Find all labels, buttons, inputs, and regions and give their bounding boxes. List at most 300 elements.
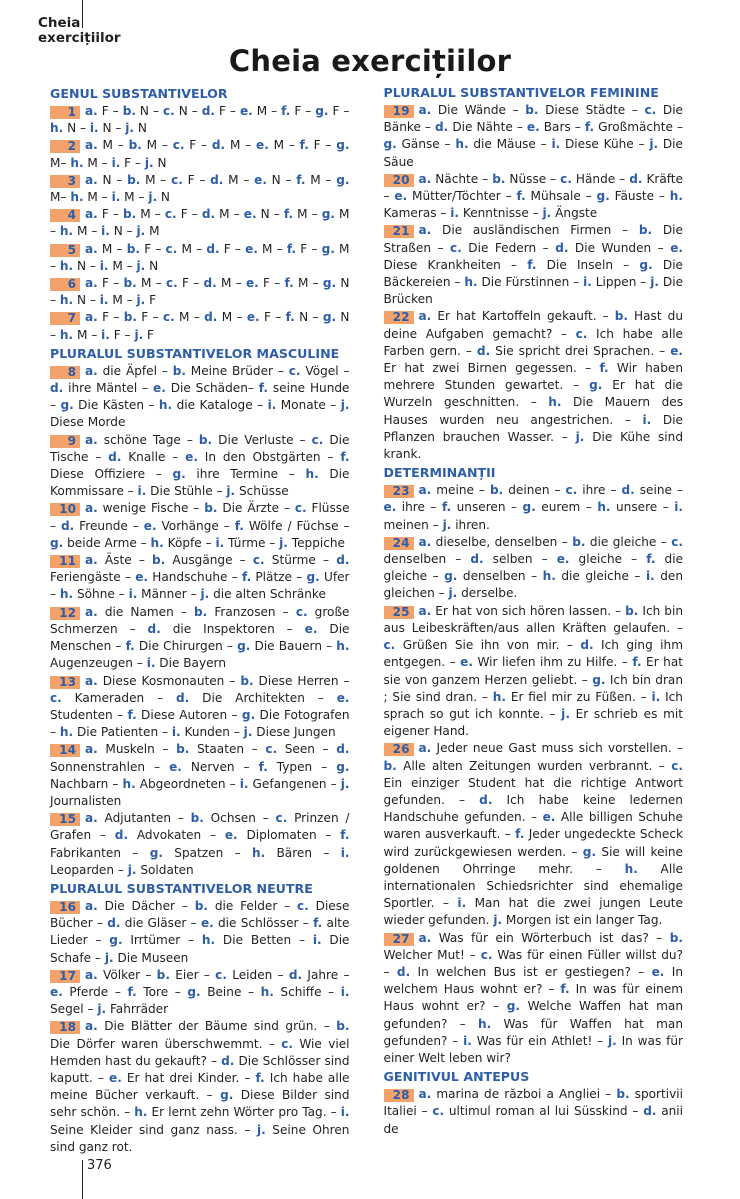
item-letter-label: d.	[50, 381, 64, 396]
item-letter-label: c.	[294, 501, 307, 516]
item-letter-label: f.	[584, 120, 595, 135]
item-letter-label: d.	[108, 449, 122, 464]
item-letter-label: j.	[542, 206, 552, 221]
item-letter-label: c.	[281, 1036, 293, 1051]
item-letter-label: j.	[256, 1122, 266, 1137]
item-letter-label: f.	[313, 916, 323, 931]
item-letter-label: h.	[305, 467, 319, 482]
item-letter-label: g.	[321, 241, 335, 256]
item-letter-label: d.	[176, 690, 190, 705]
item-letter-label: h.	[477, 1016, 492, 1031]
item-letter-label: a.	[85, 742, 98, 757]
item-letter-label: b.	[240, 673, 254, 688]
item-letter-label: i.	[111, 155, 121, 170]
item-letter-label: h.	[260, 984, 274, 999]
exercise-answer-text: a. F – b. N – c. N – d. F – e. M – f. F – g. F – h. N – i. N – j. N	[50, 104, 350, 136]
item-letter-label: a.	[85, 811, 98, 826]
item-letter-label: h.	[59, 224, 74, 239]
item-letter-label: f.	[284, 276, 294, 291]
item-letter-label: f.	[258, 759, 268, 774]
item-letter-label: h.	[624, 861, 638, 876]
item-letter-label: h.	[50, 121, 64, 136]
item-letter-label: d.	[476, 343, 491, 358]
exercise-number-badge: 18	[50, 1021, 80, 1034]
item-letter-label: b.	[176, 742, 190, 757]
item-letter-label: i.	[146, 656, 156, 671]
running-head-line-1: Cheia	[38, 15, 81, 31]
exercise-number-badge: 3	[50, 175, 80, 188]
page-title: Cheia exercițiilor	[228, 44, 512, 78]
exercise-answer	[384, 102, 684, 171]
section-heading: PLURALUL SUBSTANTIVELOR MASCULINE	[50, 345, 340, 361]
item-letter-label: b.	[126, 241, 141, 256]
exercise-answer-text: a. F – b. M – c. F – d. M – e. F – f. M – g. N – h. N – i. M – j. F	[50, 276, 350, 308]
item-letter-label: b.	[616, 1087, 630, 1102]
item-letter-label: f.	[241, 570, 252, 585]
item-letter-label: c.	[215, 967, 227, 982]
item-letter-label: j.	[448, 586, 458, 601]
item-letter-label: j.	[442, 517, 452, 532]
item-letter-label: c.	[575, 326, 588, 341]
exercise-answer	[50, 241, 350, 275]
item-letter-label: e.	[185, 449, 198, 464]
exercise-answer-text: a. die Namen – b. Franzosen – c. große Schmerzen – d. die Inspektoren – e. Die Menschen – f. Die Chirurgen – g. Die Bauern – h. Augenzeugen – i. Die Bayern	[50, 604, 350, 671]
item-letter-label: g.	[321, 207, 335, 222]
item-letter-label: b.	[194, 898, 208, 913]
exercise-answer	[50, 500, 350, 552]
item-letter-label: i.	[267, 398, 277, 413]
exercise-number-badge: 5	[50, 244, 80, 257]
item-letter-label: b.	[127, 172, 141, 187]
item-letter-label: f.	[127, 984, 137, 999]
item-letter-label: d.	[211, 138, 226, 153]
item-letter-label: a.	[85, 1019, 98, 1034]
item-letter-label: b.	[614, 309, 628, 324]
item-letter-label: g.	[149, 845, 163, 860]
item-letter-label: b.	[638, 223, 653, 238]
item-letter-label: a.	[85, 241, 98, 256]
item-letter-label: f.	[286, 241, 297, 256]
item-letter-label: h.	[122, 776, 136, 791]
item-letter-label: a.	[85, 432, 98, 447]
item-letter-label: i.	[101, 224, 110, 239]
item-letter-label: g.	[639, 257, 653, 272]
item-letter-label: i.	[239, 776, 249, 791]
item-letter-label: c.	[275, 811, 288, 826]
item-letter-label: d.	[396, 964, 411, 979]
item-letter-label: f.	[285, 310, 295, 325]
exercise-answer	[50, 604, 350, 673]
item-letter-label: h.	[59, 725, 74, 740]
item-letter-label: b.	[123, 276, 137, 291]
item-letter-label: c.	[560, 171, 572, 186]
item-letter-label: h.	[251, 845, 266, 860]
item-letter-label: f.	[296, 172, 306, 187]
item-letter-label: i.	[340, 845, 350, 860]
page-number: 376	[87, 1158, 112, 1173]
item-letter-label: j.	[226, 484, 236, 499]
exercise-answer-text: a. Die Blätter der Bäume sind grün. – b. Die Dörfer waren überschwemmt. – c. Wie viel Hemden hast du gekauft? – d. Die Schlösser sind kaputt. – e. Er hat drei Kinder. – f. Ich habe alle meine Bücher verkauft. – g. Diese Bilder sind sehr schön. – h. Er lernt zehn Wörter pro Tag. – i. Seine Kleider sind ganz nass. – j. Seine Ohren sind ganz rot.	[50, 1019, 350, 1154]
item-letter-label: a.	[418, 483, 432, 498]
item-letter-label: b.	[336, 1019, 350, 1034]
item-letter-label: a.	[85, 104, 98, 118]
exercise-number-badge: 20	[384, 174, 414, 187]
exercise-number-badge: 1	[50, 106, 80, 119]
section-heading: GENITIVUL ANTEPUS	[383, 1069, 530, 1085]
item-letter-label: e.	[245, 276, 259, 291]
item-letter-label: c.	[252, 553, 265, 568]
item-letter-label: c.	[297, 898, 309, 913]
item-letter-label: f.	[258, 381, 268, 396]
item-letter-label: g.	[306, 570, 320, 585]
item-letter-label: a.	[85, 207, 98, 222]
item-letter-label: g.	[322, 276, 337, 291]
item-letter-label: j.	[340, 398, 350, 413]
item-letter-label: b.	[190, 811, 204, 826]
item-letter-label: i.	[111, 190, 121, 205]
item-letter-label: g.	[582, 844, 597, 859]
answer-key-columns	[50, 84, 683, 1156]
exercise-answer-text: a. Nächte – b. Nüsse – c. Hände – d. Kräfte – e. Mütter/Töchter – f. Mühsale – g. Fäuste – h. Kameras – i. Kenntnisse – j. Ängste	[383, 171, 683, 221]
item-letter-label: i.	[312, 933, 322, 948]
item-letter-label: h.	[542, 569, 556, 584]
exercise-answer-text: a. die Äpfel – b. Meine Brüder – c. Vögel – d. ihre Mäntel – e. Die Schäden– f. seine Hunde – g. Die Kästen – h. die Kataloge – i. Monate – j. Diese Morde	[50, 363, 350, 430]
running-head-line-2: exercițiilor	[38, 30, 121, 46]
item-letter-label: e.	[383, 500, 397, 515]
exercise-answer	[50, 967, 350, 1019]
item-letter-label: g.	[336, 759, 350, 774]
item-letter-label: d.	[203, 276, 217, 291]
item-letter-label: f.	[340, 828, 350, 843]
exercise-answer-text: a. Die ausländischen Firmen – b. Die Straßen – c. Die Federn – d. Die Wunden – e. Diese Krankheiten – f. Die Inseln – g. Die Bäckereien – h. Die Fürstinnen – i. Lippen – j. Die Brücken	[383, 223, 684, 307]
item-letter-label: c.	[671, 534, 683, 549]
item-letter-label: i.	[457, 896, 467, 911]
item-letter-label: g.	[596, 189, 610, 204]
item-letter-label: b.	[122, 104, 136, 118]
exercise-answer	[384, 482, 684, 534]
item-letter-label: c.	[565, 483, 578, 498]
item-letter-label: g.	[444, 569, 458, 584]
item-letter-label: b.	[204, 501, 218, 516]
item-letter-label: a.	[418, 534, 432, 549]
item-letter-label: h.	[464, 275, 478, 290]
item-letter-label: c.	[265, 742, 278, 757]
exercise-number-badge: 14	[50, 744, 80, 757]
item-letter-label: h.	[158, 398, 173, 413]
item-letter-label: d.	[555, 240, 569, 255]
item-letter-label: h.	[70, 190, 84, 205]
item-letter-label: a.	[85, 898, 98, 913]
item-letter-label: j.	[134, 327, 144, 342]
item-letter-label: d.	[221, 1053, 235, 1068]
exercise-number-badge: 21	[384, 225, 414, 238]
item-letter-label: c.	[480, 947, 493, 962]
item-letter-label: f.	[234, 518, 244, 533]
exercise-number-badge: 27	[384, 933, 414, 946]
exercise-answer-text: a. Er hat von sich hören lassen. – b. Ich bin aus Leibeskräften/aus allen Kräften gelaufen. – c. Grüßen Sie ihn von mir. – d. Ich ging ihm entgegen. – e. Wir liefen ihm zu Hilfe. – f. Er hat sie von ganzem Herzen geliebt. – g. Ich bin dran ; Sie sind dran. – h. Er fiel mir zu Füßen. – i. Ich sprach so gut ich konnte. – j. Er schrieb es mit eigener Hand.	[383, 603, 684, 739]
item-letter-label: i.	[215, 535, 225, 550]
item-letter-label: d.	[336, 553, 350, 568]
item-letter-label: g.	[172, 467, 186, 482]
exercise-number-badge: 8	[50, 366, 80, 379]
item-letter-label: j.	[136, 293, 146, 308]
item-letter-label: a.	[85, 363, 98, 378]
item-letter-label: f.	[646, 552, 656, 567]
item-letter-label: a.	[85, 172, 98, 187]
exercise-number-badge: 26	[384, 743, 414, 756]
item-letter-label: f.	[281, 104, 291, 118]
item-letter-label: i.	[674, 500, 683, 515]
item-letter-label: h.	[70, 155, 84, 170]
item-letter-label: c.	[172, 138, 185, 153]
exercise-answer-text: a. N – b. M – c. F – d. M – e. N – f. M – g. M– h. M – i. M – j. N	[50, 172, 350, 205]
item-letter-label: c.	[162, 104, 175, 118]
item-letter-label: a.	[85, 310, 98, 325]
item-letter-label: f.	[441, 500, 452, 515]
item-letter-label: h.	[59, 258, 74, 273]
exercise-answer-text: a. Jeder neue Gast muss sich vorstellen. – b. Alle alten Zeitungen wurden verbrannt. – c. Ein einziger Student hat die richtige Antwort gefunden. – d. Ich habe keine ledernen Handschuhe gefunden. – e. Alle billigen Schuhe waren ausverkauft. – f. Jeder ungedeckte Scheck wird zurückgewiesen werden. – g. Sie will keine goldenen Ohrringe mehr. – h. Alle internationalen Schiedsrichter sind ehemalige Sportler. – i. Man hat die zwei jungen Leute wieder gefunden. j. Morgen ist ein langer Tag.	[383, 741, 683, 928]
exercise-number-badge: 10	[50, 503, 80, 516]
item-letter-label: a.	[418, 103, 432, 117]
exercise-answer-text: a. Diese Kosmonauten – b. Diese Herren – c. Kameraden – d. Die Architekten – e. Studenten – f. Diese Autoren – g. Die Fotografen – h. Die Patienten – i. Kunden – j. Diese Jungen	[50, 673, 350, 740]
exercise-answer-text: a. marina de război a Angliei – b. sportivii Italiei – c. ultimul roman al lui Süsskind – d. anii de	[383, 1087, 684, 1136]
exercise-answer	[50, 432, 350, 501]
exercise-answer	[50, 673, 350, 742]
exercise-answer	[50, 309, 350, 343]
item-letter-label: d.	[60, 518, 75, 533]
item-letter-label: i.	[128, 587, 138, 602]
item-letter-label: d.	[210, 172, 224, 187]
item-letter-label: a.	[85, 967, 98, 982]
exercise-number-badge: 12	[50, 607, 80, 620]
exercise-answer	[384, 930, 684, 1068]
exercise-answer-text: a. F – b. M – c. F – d. M – e. N – f. M – g. M – h. M – i. N – j. M	[50, 207, 350, 239]
item-letter-label: b.	[128, 138, 142, 153]
section-heading: DETERMINANȚII	[383, 465, 496, 481]
item-letter-label: b.	[625, 603, 639, 618]
exercise-answer	[384, 603, 684, 741]
item-letter-label: g.	[60, 398, 74, 413]
item-letter-label: g.	[187, 984, 201, 999]
exercise-answer	[50, 172, 350, 206]
item-letter-label: f.	[515, 827, 525, 842]
item-letter-label: b.	[198, 432, 213, 447]
exercise-answer	[50, 810, 350, 879]
item-letter-label: c.	[432, 1104, 445, 1119]
item-letter-label: f.	[599, 361, 609, 376]
item-letter-label: b.	[572, 534, 586, 549]
item-letter-label: i.	[99, 293, 109, 308]
item-letter-label: j.	[148, 190, 158, 205]
exercise-answer	[50, 1018, 350, 1156]
item-letter-label: d.	[479, 792, 493, 807]
exercise-number-badge: 25	[384, 606, 414, 619]
item-letter-label: c.	[50, 690, 62, 705]
exercise-number-badge: 2	[50, 140, 80, 153]
item-letter-label: g.	[220, 1088, 234, 1103]
item-letter-label: g.	[50, 535, 64, 550]
exercise-answer	[50, 275, 350, 309]
item-letter-label: c.	[165, 276, 178, 291]
item-letter-label: c.	[164, 207, 177, 222]
item-letter-label: a.	[418, 309, 432, 324]
exercise-answer-text: a. M – b. F – c. M – d. F – e. M – f. F – g. M – h. N – i. M – j. N	[50, 241, 350, 273]
exercise-answer-text: a. Völker – b. Eier – c. Leiden – d. Jahre – e. Pferde – f. Tore – g. Beine – h. Schiffe – i. Segel – j. Fahrräder	[50, 967, 350, 1017]
item-letter-label: a.	[418, 930, 432, 945]
item-letter-label: a.	[85, 604, 98, 619]
exercise-number-badge: 28	[384, 1089, 414, 1102]
exercise-answer	[384, 171, 684, 223]
item-letter-label: d.	[580, 638, 594, 653]
item-letter-label: h.	[201, 933, 216, 948]
item-letter-label: g.	[315, 104, 329, 118]
item-letter-label: h.	[59, 293, 74, 308]
footer-rule	[82, 1160, 83, 1199]
item-letter-label: d.	[114, 828, 129, 843]
exercise-answer	[384, 1086, 684, 1138]
item-letter-label: g.	[383, 137, 397, 152]
item-letter-label: h.	[59, 327, 74, 342]
running-head	[38, 16, 121, 46]
item-letter-label: a.	[85, 276, 98, 291]
exercise-answer	[384, 222, 684, 308]
exercise-number-badge: 6	[50, 278, 80, 291]
exercise-answer	[384, 534, 684, 603]
item-letter-label: e.	[256, 138, 269, 153]
item-letter-label: e.	[526, 120, 540, 135]
section-heading: PLURALUL SUBSTANTIVELOR FEMININE	[383, 85, 659, 100]
item-letter-label: g.	[109, 933, 123, 948]
item-letter-label: i.	[89, 121, 99, 136]
item-letter-label: j.	[650, 275, 659, 290]
exercise-answer	[384, 308, 684, 463]
item-letter-label: j.	[243, 725, 253, 740]
exercise-number-badge: 9	[50, 435, 80, 448]
exercise-number-badge: 22	[384, 311, 414, 324]
item-letter-label: f.	[255, 1070, 265, 1085]
item-letter-label: j.	[125, 121, 134, 136]
item-letter-label: e.	[304, 621, 318, 636]
item-letter-label: b.	[172, 363, 186, 378]
item-letter-label: e.	[670, 343, 683, 358]
exercise-answer-text: a. Er hat Kartoffeln gekauft. – b. Hast du deine Aufgaben gemacht? – c. Ich habe alle Farben gern. – d. Sie spricht drei Sprachen. – e. Er hat zwei Birnen gegessen. – f. Wir haben mehrere Stunden gewartet. – g. Er hat die Wurzeln geschnitten. – h. Die Mauern des Hauses wurden neu angestrichen. – i. Die Pflanzen brauchen Wasser. – j. Die Kühe sind krank.	[383, 309, 684, 462]
item-letter-label: j.	[279, 535, 288, 550]
section-heading: PLURALUL SUBSTANTIVELOR NEUTRE	[50, 880, 313, 896]
item-letter-label: h.	[455, 137, 469, 152]
item-letter-label: d.	[643, 1104, 657, 1119]
item-letter-label: b.	[489, 483, 504, 498]
item-letter-label: a.	[418, 1087, 432, 1102]
item-letter-label: i.	[463, 1033, 472, 1048]
item-letter-label: e.	[246, 310, 260, 325]
item-letter-label: e.	[200, 916, 214, 931]
exercise-number-badge: 23	[384, 485, 414, 498]
item-letter-label: e.	[143, 518, 157, 533]
item-letter-label: i.	[645, 569, 655, 584]
exercise-answer-text: a. Die Dächer – b. die Felder – c. Diese Bücher – d. die Gläser – e. die Schlösser – f. alte Lieder – g. Irrtümer – h. Die Betten – i. Die Schafe – j. Die Museen	[50, 898, 350, 965]
item-letter-label: b.	[193, 604, 208, 619]
exercise-answer-text: a. wenige Fische – b. Die Ärzte – c. Flüsse – d. Freunde – e. Vorhänge – f. Wölfe / Füchse – g. beide Arme – h. Köpfe – i. Türme – j. Teppiche	[50, 501, 350, 550]
item-letter-label: e.	[50, 984, 63, 999]
item-letter-label: c.	[295, 604, 308, 619]
item-letter-label: d.	[629, 171, 643, 186]
exercise-answer-text: a. schöne Tage – b. Die Verluste – c. Die Tische – d. Knalle – e. In den Obstgärten – f. Diese Offiziere – g. ihre Termine – h. Die Kommissare – i. Die Stühle – j. Schüsse	[50, 432, 350, 499]
item-letter-label: j.	[97, 1002, 107, 1017]
item-letter-label: b.	[492, 171, 506, 186]
exercise-answer-text: a. Was für ein Wörterbuch ist das? – b. Welcher Mut! – c. Was für einen Füller willst du? – d. In welchen Bus ist er gestiegen? – e. In welchem Haus wohnt er? – f. In was für einem Haus wohnt er? – g. Welche Waffen hat man gefunden? – h. Was für Waffen hat man gefunden? – i. Was für ein Athlet! – j. In was für einer Welt leben wir?	[383, 930, 684, 1065]
item-letter-label: j.	[136, 258, 146, 273]
item-letter-label: b.	[156, 967, 170, 982]
exercise-number-badge: 13	[50, 676, 80, 689]
item-letter-label: j.	[200, 587, 210, 602]
item-letter-label: g.	[336, 172, 350, 187]
item-letter-label: e.	[224, 828, 238, 843]
item-letter-label: b.	[383, 758, 397, 773]
exercise-number-badge: 16	[50, 901, 80, 914]
item-letter-label: f.	[516, 189, 526, 204]
item-letter-label: d.	[201, 207, 216, 222]
item-letter-label: e.	[243, 207, 257, 222]
item-letter-label: d.	[470, 552, 484, 567]
item-letter-label: i.	[651, 689, 661, 704]
item-letter-label: g.	[589, 378, 603, 393]
item-letter-label: f.	[632, 655, 642, 670]
item-letter-label: a.	[418, 603, 432, 618]
item-letter-label: h.	[492, 689, 507, 704]
item-letter-label: i.	[340, 984, 350, 999]
item-letter-label: h.	[336, 639, 350, 654]
item-letter-label: g.	[522, 500, 536, 515]
item-letter-label: d.	[206, 241, 220, 256]
item-letter-label: a.	[85, 501, 98, 516]
item-letter-label: c.	[450, 240, 462, 255]
item-letter-label: a.	[418, 171, 432, 186]
exercise-number-badge: 17	[50, 970, 80, 983]
exercise-number-badge: 11	[50, 555, 80, 568]
item-letter-label: e.	[245, 241, 258, 256]
item-letter-label: f.	[299, 138, 309, 153]
item-letter-label: i.	[583, 275, 592, 290]
item-letter-label: e.	[109, 1070, 122, 1085]
exercise-answer-text: a. Die Wände – b. Diese Städte – c. Die Bänke – d. Die Nähte – e. Bars – f. Großmächte – g. Gänse – h. die Mäuse – i. Diese Kühe – j. Die Säue	[383, 103, 683, 169]
exercise-number-badge: 24	[384, 537, 414, 550]
exercise-answer	[50, 898, 350, 967]
item-letter-label: i.	[99, 258, 109, 273]
item-letter-label: e.	[336, 690, 350, 705]
item-letter-label: f.	[560, 982, 570, 997]
exercise-number-badge: 7	[50, 312, 80, 325]
item-letter-label: e.	[542, 810, 556, 825]
item-letter-label: e.	[460, 655, 473, 670]
item-letter-label: g.	[241, 707, 256, 722]
item-letter-label: j.	[561, 706, 570, 721]
item-letter-label: g.	[592, 672, 606, 687]
item-letter-label: i.	[551, 137, 561, 152]
item-letter-label: j.	[340, 776, 350, 791]
exercise-answer	[50, 741, 350, 810]
item-letter-label: d.	[107, 916, 121, 931]
exercise-number-badge: 19	[384, 105, 414, 118]
item-letter-label: i.	[171, 725, 181, 740]
item-letter-label: f.	[340, 449, 350, 464]
item-letter-label: a.	[418, 223, 432, 238]
exercise-answer-text: a. Muskeln – b. Staaten – c. Seen – d. Sonnenstrahlen – e. Nerven – f. Typen – g. Nachbarn – h. Abgeordneten – i. Gefangenen – j. Journalisten	[50, 742, 350, 808]
item-letter-label: a.	[85, 673, 98, 688]
item-letter-label: e.	[394, 189, 408, 204]
item-letter-label: e.	[153, 381, 166, 396]
item-letter-label: c.	[165, 241, 178, 256]
item-letter-label: j.	[144, 155, 154, 170]
